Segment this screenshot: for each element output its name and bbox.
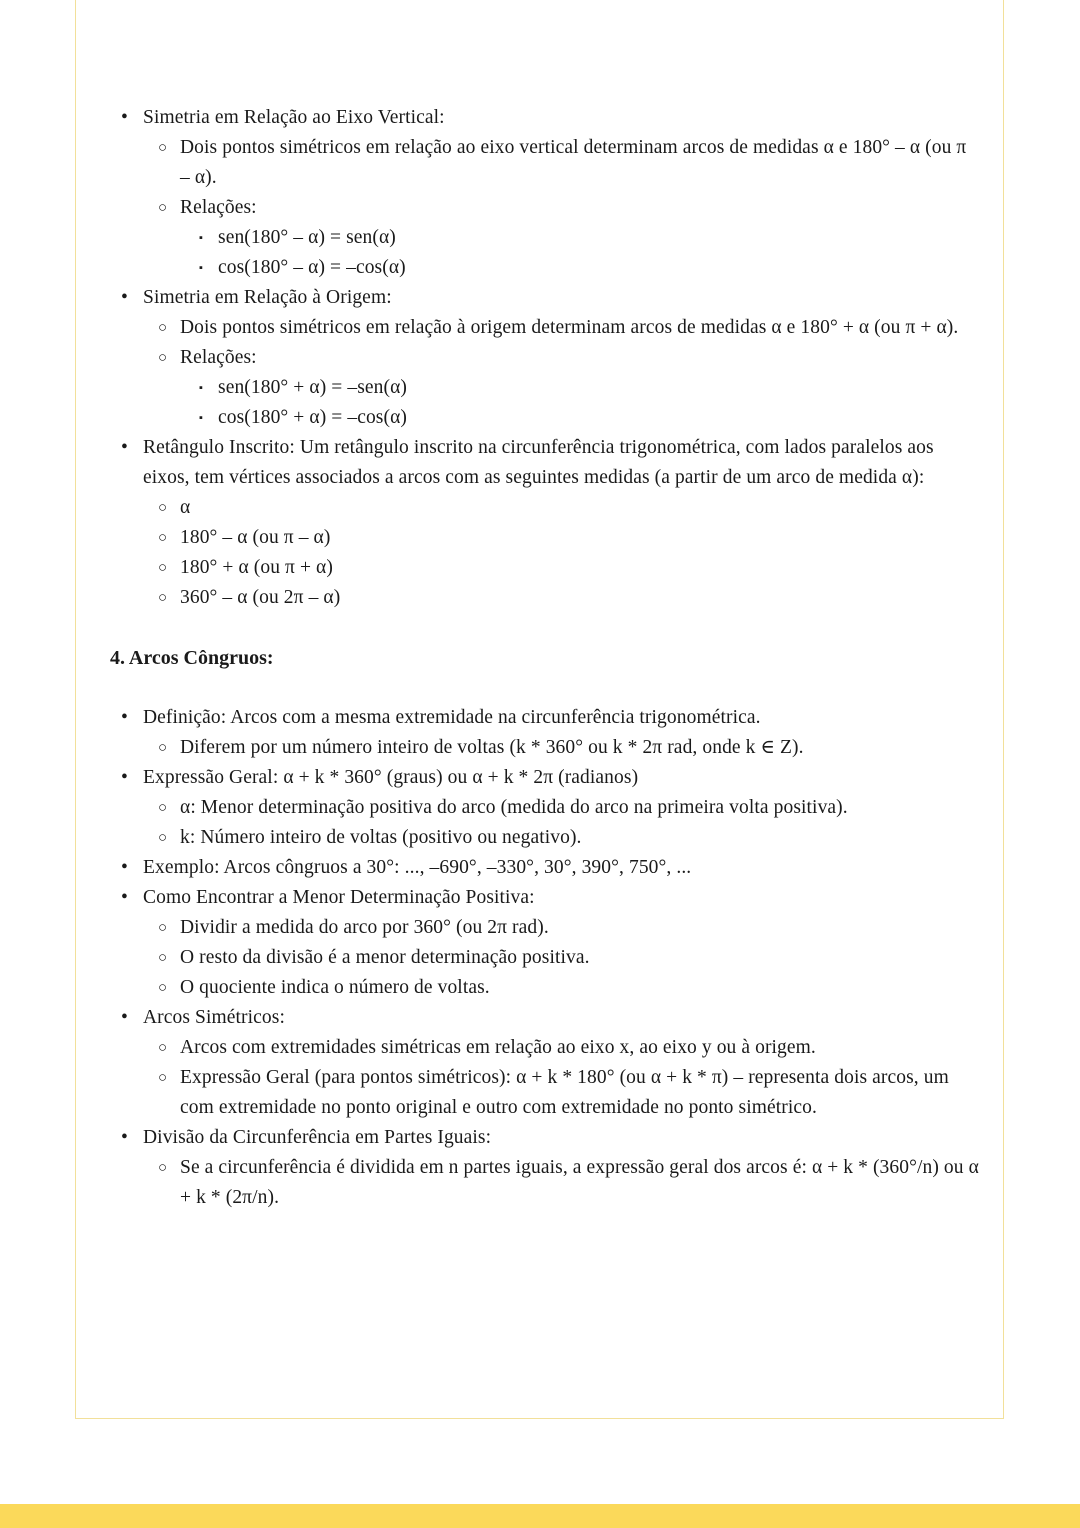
list-item xyxy=(110,1063,980,1123)
bullet-disc-icon: • xyxy=(121,857,128,878)
list-item xyxy=(110,733,980,763)
section-heading: 4. Arcos Côngruos: xyxy=(110,647,274,669)
bullet-disc-icon: • xyxy=(121,707,128,728)
bullet-circle-icon: ○ xyxy=(158,200,168,216)
bullet-circle-icon: ○ xyxy=(158,350,168,366)
list-item-text: Arcos com extremidades simétricas em relação ao eixo x, ao eixo y ou à origem. xyxy=(180,1037,816,1058)
bullet-disc-icon: • xyxy=(121,107,128,128)
list-item-text: sen(180° – α) = sen(α) xyxy=(218,227,396,248)
list-item xyxy=(110,553,980,583)
list-item xyxy=(110,1003,980,1033)
list-item xyxy=(110,343,980,373)
list-item xyxy=(110,823,980,853)
bullet-list xyxy=(110,703,980,1213)
footer-color-band xyxy=(0,1504,1080,1528)
list-item-text: sen(180° + α) = –sen(α) xyxy=(218,377,407,398)
list-item-text: α xyxy=(180,497,191,518)
bullet-circle-icon: ○ xyxy=(158,1070,168,1086)
bullet-circle-icon: ○ xyxy=(158,320,168,336)
list-item xyxy=(110,523,980,553)
list-item-text: Simetria em Relação à Origem: xyxy=(143,287,392,308)
list-item-text: k: Número inteiro de voltas (positivo ou negativo). xyxy=(180,827,582,848)
list-item xyxy=(110,103,980,133)
list-item-text: 180° + α (ou π + α) xyxy=(180,557,333,578)
list-item xyxy=(110,883,980,913)
list-item xyxy=(110,943,980,973)
list-item-text: Diferem por um número inteiro de voltas (k * 360° ou k * 2π rad, onde k ∈ Z). xyxy=(180,737,804,758)
list-item-text: O quociente indica o número de voltas. xyxy=(180,977,490,998)
bullet-circle-icon: ○ xyxy=(158,590,168,606)
list-item-text: Divisão da Circunferência em Partes Iguais: xyxy=(143,1127,492,1148)
list-item xyxy=(110,1033,980,1063)
bullet-disc-icon: • xyxy=(121,437,128,458)
bullet-disc-icon: • xyxy=(121,1007,128,1028)
list-item-text: Retângulo Inscrito: Um retângulo inscrito na circunferência trigonométrica, com lados paralelos aos eixos, tem vértices associados a arcos com as seguintes medidas (a partir de um arco de medida α): xyxy=(143,437,934,488)
bullet-square-icon: ▪ xyxy=(199,412,203,424)
list-item-text: Dois pontos simétricos em relação ao eixo vertical determinam arcos de medidas α e 180° – α (ou π – α). xyxy=(180,137,967,188)
list-item xyxy=(110,223,980,253)
bullet-circle-icon: ○ xyxy=(158,560,168,576)
list-item xyxy=(110,253,980,283)
bullet-circle-icon: ○ xyxy=(158,740,168,756)
list-item-text: Expressão Geral (para pontos simétricos): α + k * 180° (ou α + k * π) – representa dois arcos, um com extremidade no ponto original e outro com extremidade no ponto simétrico. xyxy=(180,1067,949,1118)
list-item xyxy=(110,763,980,793)
bullet-disc-icon: • xyxy=(121,887,128,908)
bullet-list xyxy=(110,103,980,613)
bullet-circle-icon: ○ xyxy=(158,950,168,966)
list-item-text: Dois pontos simétricos em relação à origem determinam arcos de medidas α e 180° + α (ou π + α). xyxy=(180,317,959,338)
bullet-disc-icon: • xyxy=(121,1127,128,1148)
heading-spacer-top xyxy=(110,613,980,643)
bullet-circle-icon: ○ xyxy=(158,500,168,516)
bullet-square-icon: ▪ xyxy=(199,262,203,274)
list-item-text: 360° – α (ou 2π – α) xyxy=(180,587,341,608)
list-item xyxy=(110,403,980,433)
bullet-circle-icon: ○ xyxy=(158,920,168,936)
bullet-circle-icon: ○ xyxy=(158,1160,168,1176)
list-item xyxy=(110,583,980,613)
bullet-circle-icon: ○ xyxy=(158,830,168,846)
list-item-text: Dividir a medida do arco por 360° (ou 2π rad). xyxy=(180,917,549,938)
heading-spacer-bottom xyxy=(110,673,980,703)
bullet-disc-icon: • xyxy=(121,287,128,308)
bullet-circle-icon: ○ xyxy=(158,140,168,156)
list-item-text: Se a circunferência é dividida em n partes iguais, a expressão geral dos arcos é: α + k * (360°/n) ou α + k * (2π/n). xyxy=(180,1157,979,1208)
list-item-text: O resto da divisão é a menor determinação positiva. xyxy=(180,947,590,968)
bullet-circle-icon: ○ xyxy=(158,800,168,816)
list-item xyxy=(110,193,980,223)
list-item xyxy=(110,433,980,493)
list-item xyxy=(110,793,980,823)
list-item-text: Como Encontrar a Menor Determinação Positiva: xyxy=(143,887,535,908)
list-item xyxy=(110,313,980,343)
list-item-text: 180° – α (ou π – α) xyxy=(180,527,331,548)
list-item xyxy=(110,1153,980,1213)
list-item xyxy=(110,283,980,313)
list-item xyxy=(110,133,980,193)
list-item-text: Simetria em Relação ao Eixo Vertical: xyxy=(143,107,445,128)
list-item xyxy=(110,373,980,403)
bullet-circle-icon: ○ xyxy=(158,530,168,546)
list-item-text: Arcos Simétricos: xyxy=(143,1007,285,1028)
list-item xyxy=(110,913,980,943)
list-item-text: cos(180° + α) = –cos(α) xyxy=(218,407,407,428)
list-item xyxy=(110,973,980,1003)
list-item-text: Expressão Geral: α + k * 360° (graus) ou α + k * 2π (radianos) xyxy=(143,767,639,788)
list-item-text: α: Menor determinação positiva do arco (medida do arco na primeira volta positiva). xyxy=(180,797,848,818)
list-item xyxy=(110,703,980,733)
bullet-square-icon: ▪ xyxy=(199,232,203,244)
list-item-text: Exemplo: Arcos côngruos a 30°: ..., –690°, –330°, 30°, 390°, 750°, ... xyxy=(143,857,692,878)
bullet-square-icon: ▪ xyxy=(199,382,203,394)
bullet-disc-icon: • xyxy=(121,767,128,788)
list-item-text: Relações: xyxy=(180,347,257,368)
document-body xyxy=(110,103,980,1213)
list-item-text: cos(180° – α) = –cos(α) xyxy=(218,257,406,278)
bullet-circle-icon: ○ xyxy=(158,980,168,996)
bullet-circle-icon: ○ xyxy=(158,1040,168,1056)
list-item xyxy=(110,493,980,523)
list-item xyxy=(110,853,980,883)
list-item-text: Definição: Arcos com a mesma extremidade na circunferência trigonométrica. xyxy=(143,707,761,728)
list-item xyxy=(110,1123,980,1153)
list-item-text: Relações: xyxy=(180,197,257,218)
